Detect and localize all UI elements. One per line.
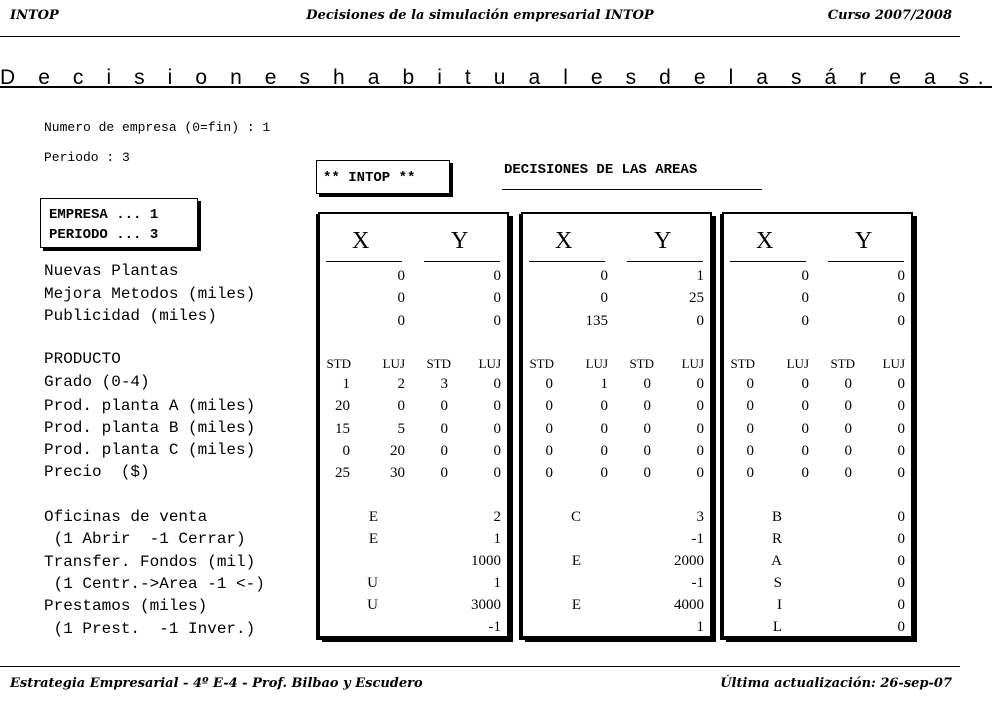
cell-value: 0 — [643, 376, 651, 392]
cell-value: L — [772, 619, 782, 635]
cell-value: 0 — [545, 421, 553, 437]
cell-value: 0 — [897, 398, 905, 414]
bottom-y-column — [320, 214, 501, 636]
x-header: X — [756, 228, 774, 254]
cell-value: 0 — [600, 443, 608, 459]
cell-value: 0 — [600, 290, 608, 306]
cell-value: 1 — [342, 376, 350, 392]
cell-value: 0 — [643, 465, 651, 481]
cell-value: E — [368, 509, 378, 525]
cell-value: 0 — [696, 376, 704, 392]
cell-value: 3000 — [471, 597, 501, 613]
row-label: Transfer. Fondos (mil) — [44, 553, 256, 571]
cell-value: 0 — [746, 465, 754, 481]
row-label: PRODUCTO — [44, 350, 121, 368]
cell-value: 0 — [696, 421, 704, 437]
cell-value: 0 — [493, 376, 501, 392]
cell-value: U — [367, 575, 378, 591]
cell-value: 0 — [440, 398, 448, 414]
cell-value: E — [571, 553, 581, 569]
cell-value: 0 — [746, 398, 754, 414]
cell-value: 0 — [643, 398, 651, 414]
cell-value: 0 — [746, 443, 754, 459]
cell-value: 0 — [600, 421, 608, 437]
cell-value: 0 — [897, 443, 905, 459]
cell-value: 0 — [397, 398, 405, 414]
row-label: (1 Centr.->Area -1 <-) — [44, 575, 265, 593]
cell-value: 0 — [801, 398, 809, 414]
cell-value: 2 — [397, 376, 405, 392]
row-label: Nuevas Plantas — [44, 262, 179, 280]
cell-value: 0 — [897, 619, 905, 635]
cell-value: 0 — [844, 421, 852, 437]
cell-value: 0 — [545, 465, 553, 481]
empresa-periodo-box — [40, 198, 198, 248]
cell-value: 0 — [493, 398, 501, 414]
cell-value: 0 — [801, 268, 809, 284]
cell-value: 0 — [897, 575, 905, 591]
cell-value: 0 — [844, 376, 852, 392]
cell-value: E — [571, 597, 581, 613]
cell-value: 1 — [493, 575, 501, 591]
cell-value: 0 — [897, 376, 905, 392]
y-std-header: STD — [426, 356, 451, 371]
cell-value: 0 — [600, 465, 608, 481]
cell-value: 0 — [897, 509, 905, 525]
y-header: Y — [855, 228, 873, 254]
footer-left: Estrategia Empresarial - 4º E-4 - Prof. Bilbao y Escudero — [10, 676, 423, 691]
cell-value: 1 — [696, 268, 704, 284]
intop-box: ** INTOP ** — [316, 160, 450, 194]
cell-value: 30 — [390, 465, 405, 481]
y-luj-header: LUJ — [681, 356, 704, 371]
periodo-line: PERIODO ... 3 — [49, 227, 159, 243]
cell-value: 0 — [844, 398, 852, 414]
cell-value: 0 — [696, 443, 704, 459]
cell-value: 0 — [600, 268, 608, 284]
cell-value: -1 — [691, 575, 704, 591]
cell-value: 0 — [844, 465, 852, 481]
y-luj-header: LUJ — [478, 356, 501, 371]
cell-value: E — [368, 531, 378, 547]
y-header: Y — [654, 228, 672, 254]
cell-value: U — [367, 597, 378, 613]
y-header: Y — [451, 228, 469, 254]
cell-value: 0 — [397, 313, 405, 329]
cell-value: 25 — [335, 465, 350, 481]
cell-value: -1 — [488, 619, 501, 635]
cell-value: 0 — [897, 313, 905, 329]
cell-value: 1000 — [471, 553, 501, 569]
cell-value: R — [771, 531, 782, 547]
cell-value: C — [570, 509, 581, 525]
cell-value: 0 — [696, 313, 704, 329]
cell-value: 0 — [397, 290, 405, 306]
cell-value: 0 — [643, 443, 651, 459]
cell-value: 1 — [696, 619, 704, 635]
cell-value: 0 — [440, 443, 448, 459]
cell-value: 0 — [801, 421, 809, 437]
cell-value: 0 — [600, 398, 608, 414]
cell-value: 0 — [545, 443, 553, 459]
bottom-y-column — [724, 214, 905, 636]
cell-value: 0 — [493, 268, 501, 284]
row-label: Mejora Metodos (miles) — [44, 285, 256, 303]
row-label: (1 Abrir -1 Cerrar) — [44, 530, 246, 548]
cell-value: I — [777, 597, 782, 613]
x-header: X — [352, 228, 370, 254]
cell-value: 135 — [585, 313, 608, 329]
header-divider — [0, 36, 960, 37]
page-title: D e c i s i o n e s h a b i t u a l e s d e l a s á r e a s. — [0, 66, 992, 89]
row-label: Prod. planta B (miles) — [44, 419, 256, 437]
cell-value: 0 — [545, 376, 553, 392]
cell-value: 5 — [397, 421, 405, 437]
area-panel-2 — [521, 212, 712, 638]
row-label: Grado (0-4) — [44, 373, 150, 391]
cell-value: 0 — [643, 421, 651, 437]
row-label: Prod. planta C (miles) — [44, 441, 256, 459]
x-luj-header: LUJ — [585, 356, 608, 371]
footer-right: Última actualización: 26-sep-07 — [720, 676, 952, 691]
cell-value: 0 — [897, 268, 905, 284]
cell-value: 0 — [493, 313, 501, 329]
cell-value: B — [771, 509, 782, 525]
row-label: Oficinas de venta — [44, 508, 208, 526]
cell-value: 0 — [801, 290, 809, 306]
cell-value: 0 — [746, 421, 754, 437]
cell-value: 4000 — [674, 597, 704, 613]
cell-value: 20 — [335, 398, 350, 414]
cell-value: 3 — [440, 376, 448, 392]
cell-value: 0 — [545, 398, 553, 414]
header-left: INTOP — [10, 8, 59, 23]
cell-value: 2000 — [674, 553, 704, 569]
cell-value: 0 — [397, 268, 405, 284]
x-luj-header: LUJ — [786, 356, 809, 371]
x-std-header: STD — [326, 356, 351, 371]
empresa-line: EMPRESA ... 1 — [49, 207, 159, 223]
cell-value: 0 — [897, 531, 905, 547]
footer-divider — [0, 666, 960, 667]
row-label: Prod. planta A (miles) — [44, 397, 256, 415]
y-std-header: STD — [830, 356, 855, 371]
cell-value: A — [771, 553, 782, 569]
cell-value: 3 — [696, 509, 704, 525]
cell-value: 0 — [844, 443, 852, 459]
periodo-prompt: Periodo : 3 — [44, 150, 130, 165]
cell-value: 0 — [696, 398, 704, 414]
cell-value: 0 — [746, 376, 754, 392]
cell-value: 20 — [390, 443, 405, 459]
cell-value: 0 — [801, 376, 809, 392]
cell-value: 0 — [897, 465, 905, 481]
cell-value: 0 — [696, 465, 704, 481]
row-label: Precio ($) — [44, 463, 150, 481]
x-std-header: STD — [730, 356, 755, 371]
x-std-header: STD — [529, 356, 554, 371]
cell-value: 0 — [493, 421, 501, 437]
cell-value: 0 — [801, 313, 809, 329]
x-luj-header: LUJ — [382, 356, 405, 371]
cell-value: 0 — [801, 443, 809, 459]
cell-value: 1 — [493, 531, 501, 547]
y-std-header: STD — [629, 356, 654, 371]
cell-value: 15 — [335, 421, 350, 437]
areas-title-underline — [502, 189, 762, 190]
cell-value: 0 — [493, 443, 501, 459]
cell-value: 0 — [801, 465, 809, 481]
header-center: Decisiones de la simulación empresarial INTOP — [306, 8, 654, 23]
row-label: (1 Prest. -1 Inver.) — [44, 620, 256, 638]
x-header: X — [555, 228, 573, 254]
cell-value: 0 — [440, 465, 448, 481]
cell-value: 0 — [897, 421, 905, 437]
cell-value: 1 — [600, 376, 608, 392]
cell-value: 25 — [689, 290, 704, 306]
cell-value: 0 — [342, 443, 350, 459]
header-right: Curso 2007/2008 — [827, 8, 952, 23]
empresa-prompt: Numero de empresa (0=fin) : 1 — [44, 120, 271, 135]
cell-value: 0 — [897, 290, 905, 306]
cell-value: 0 — [493, 465, 501, 481]
row-label: Prestamos (miles) — [44, 597, 208, 615]
areas-title: DECISIONES DE LAS AREAS — [504, 162, 698, 178]
area-panel-3 — [722, 212, 913, 638]
cell-value: 0 — [493, 290, 501, 306]
cell-value: 0 — [897, 597, 905, 613]
bottom-y-column — [523, 214, 704, 636]
y-luj-header: LUJ — [882, 356, 905, 371]
area-panel-1 — [318, 212, 509, 638]
cell-value: 0 — [440, 421, 448, 437]
cell-value: S — [773, 575, 782, 591]
cell-value: -1 — [691, 531, 704, 547]
cell-value: 0 — [897, 553, 905, 569]
cell-value: 2 — [493, 509, 501, 525]
row-label: Publicidad (miles) — [44, 307, 217, 325]
